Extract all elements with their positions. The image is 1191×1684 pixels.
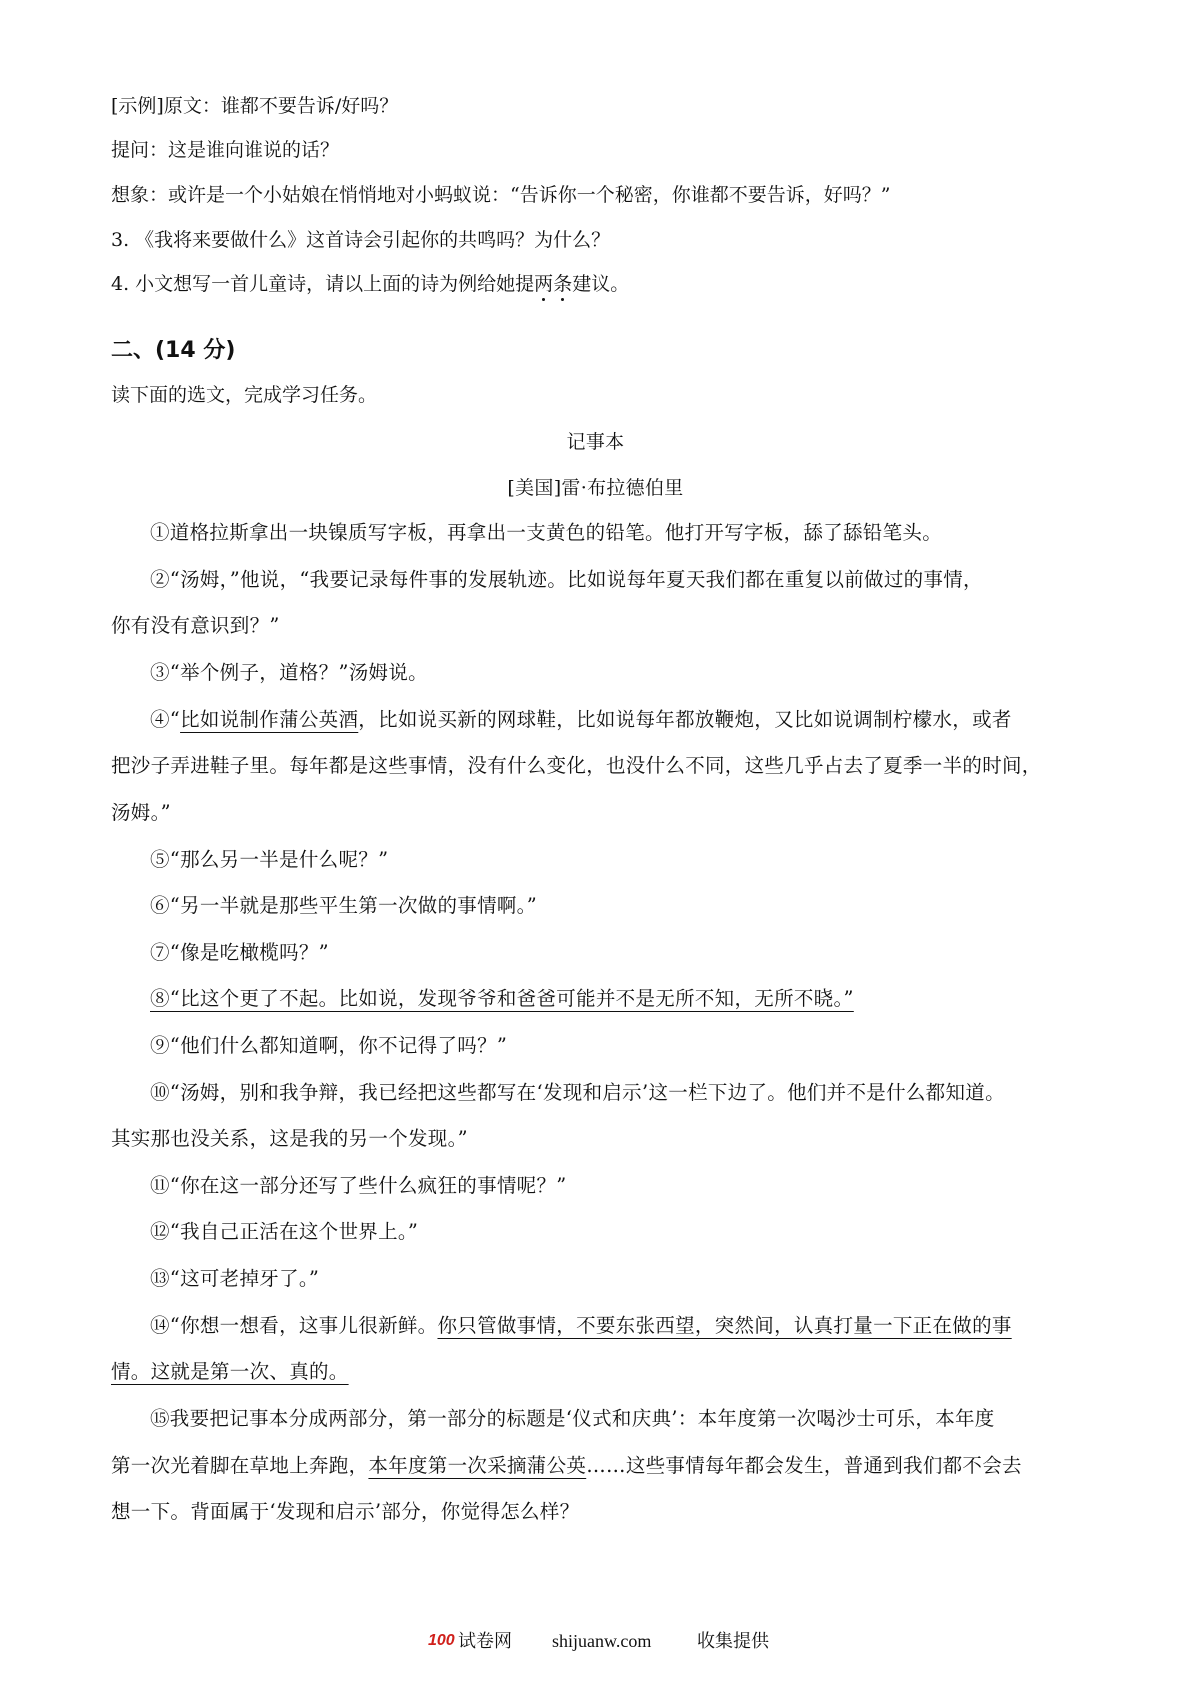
paragraph-2-cont: 你有没有意识到？” (111, 614, 280, 637)
paragraph-4 (150, 706, 1012, 734)
paragraph-4-rest: ，比如说买新的网球鞋，比如说每年都放鞭炮，又比如说调制柠檬水，或者 (358, 708, 1012, 731)
paragraph-11: ⑪“你在这一部分还写了些什么疯狂的事情呢？” (150, 1174, 567, 1197)
paragraph-6: ⑥“另一半就是那些平生第一次做的事情啊。” (150, 894, 537, 917)
question-4 (111, 270, 629, 298)
underlined-phrase-15: 本年度第一次采摘蒲公英 (368, 1454, 587, 1477)
paragraph-15: ⑮我要把记事本分成两部分，第一部分的标题是‘仪式和庆典’：本年度第一次喝沙士可乐，本年度 (150, 1407, 995, 1430)
paragraph-2: ②“汤姆，”他说，“我要记录每件事的发展轨迹。比如说每年夏天我们都在重复以前做过的事情， (150, 568, 983, 591)
paragraph-1: ①道格拉斯拿出一块镍质写字板，再拿出一支黄色的铅笔。他打开写字板，舔了舔铅笔头。 (150, 521, 943, 544)
passage-title: 记事本 (566, 431, 625, 453)
question-3: 3. 《我将来要做什么》这首诗会引起你的共鸣吗？为什么？ (111, 229, 611, 251)
question-4-end: 建议。 (572, 273, 630, 295)
paragraph-9: ⑨“他们什么都知道啊，你不记得了吗？” (150, 1034, 508, 1057)
passage-author: [美国]雷·布拉德伯里 (507, 477, 684, 499)
underlined-phrase-1: 比如说制作蒲公英酒 (180, 708, 359, 731)
paragraph-7: ⑦“像是吃橄榄吗？” (150, 941, 329, 964)
underlined-sentence-14: 你只管做事情，不要东张西望，突然间，认真打量一下正在做的事 (437, 1314, 1012, 1337)
paragraph-4-cont: 把沙子弄进鞋子里。每年都是这些事情，没有什么变化，也没什么不同，这些几乎占去了夏季一半的时间， (111, 754, 1042, 777)
example-question: 提问：这是谁向谁说的话？ (111, 139, 340, 161)
section-heading: 二、(14 分) (111, 338, 236, 363)
paragraph-8: ⑧“比这个更了不起。比如说，发现爷爷和爸爸可能并不是无所不知，无所不晓。” (150, 987, 854, 1010)
paragraph-10: ⑩“汤姆，别和我争辩，我已经把这些都写在‘发现和启示’这一栏下边了。他们并不是什么都知道。 (150, 1081, 1005, 1104)
paragraph-4-end: 汤姆。” (111, 801, 171, 824)
example-imagination: 想象：或许是一个小姑娘在悄悄地对小蚂蚁说：“告诉你一个秘密，你谁都不要告诉，好吗？” (111, 184, 891, 206)
site-name: 试卷网 (458, 1631, 512, 1651)
paragraph-10-cont: 其实那也没关系，这是我的另一个发现。” (111, 1127, 468, 1150)
emphasis-char-1: 两 (534, 273, 554, 295)
emphasis-char-2: 条 (553, 273, 573, 295)
paragraph-14 (150, 1312, 1012, 1340)
page-footer (0, 1626, 1191, 1656)
paragraph-3: ③“举个例子，道格？”汤姆说。 (150, 661, 428, 684)
paragraph-13: ⑬“这可老掉牙了。” (150, 1267, 320, 1290)
question-4-text: 4. 小文想写一首儿童诗，请以上面的诗为例给她提 (111, 273, 535, 295)
paragraph-12: ⑫“我自己正活在这个世界上。” (150, 1220, 419, 1243)
paragraph-5: ⑤“那么另一半是什么呢？” (150, 848, 389, 871)
paragraph-15-plain: 第一次光着脚在草地上奔跑， (111, 1454, 369, 1477)
paragraph-15-rest: ……这些事情每年都会发生，普通到我们都不会去 (586, 1454, 1022, 1477)
site-url[interactable]: shijuanw.com (552, 1631, 652, 1651)
example-original: [示例]原文：谁都不要告诉/好吗？ (111, 95, 399, 117)
paragraph-14-cont: 情。这就是第一次、真的。 (111, 1360, 349, 1383)
site-logo: 100 (428, 1632, 455, 1649)
paragraph-15-end: 想一下。背面属于‘发现和启示’部分，你觉得怎么样？ (111, 1500, 580, 1523)
section-instruction: 读下面的选文，完成学习任务。 (111, 384, 378, 406)
paragraph-14-start: ⑭“你想一想看，这事儿很新鲜。 (150, 1314, 438, 1337)
paragraph-15-cont (111, 1452, 1022, 1480)
footer-credit: 收集提供 (697, 1631, 769, 1651)
paragraph-4-mark: ④“ (150, 708, 181, 731)
